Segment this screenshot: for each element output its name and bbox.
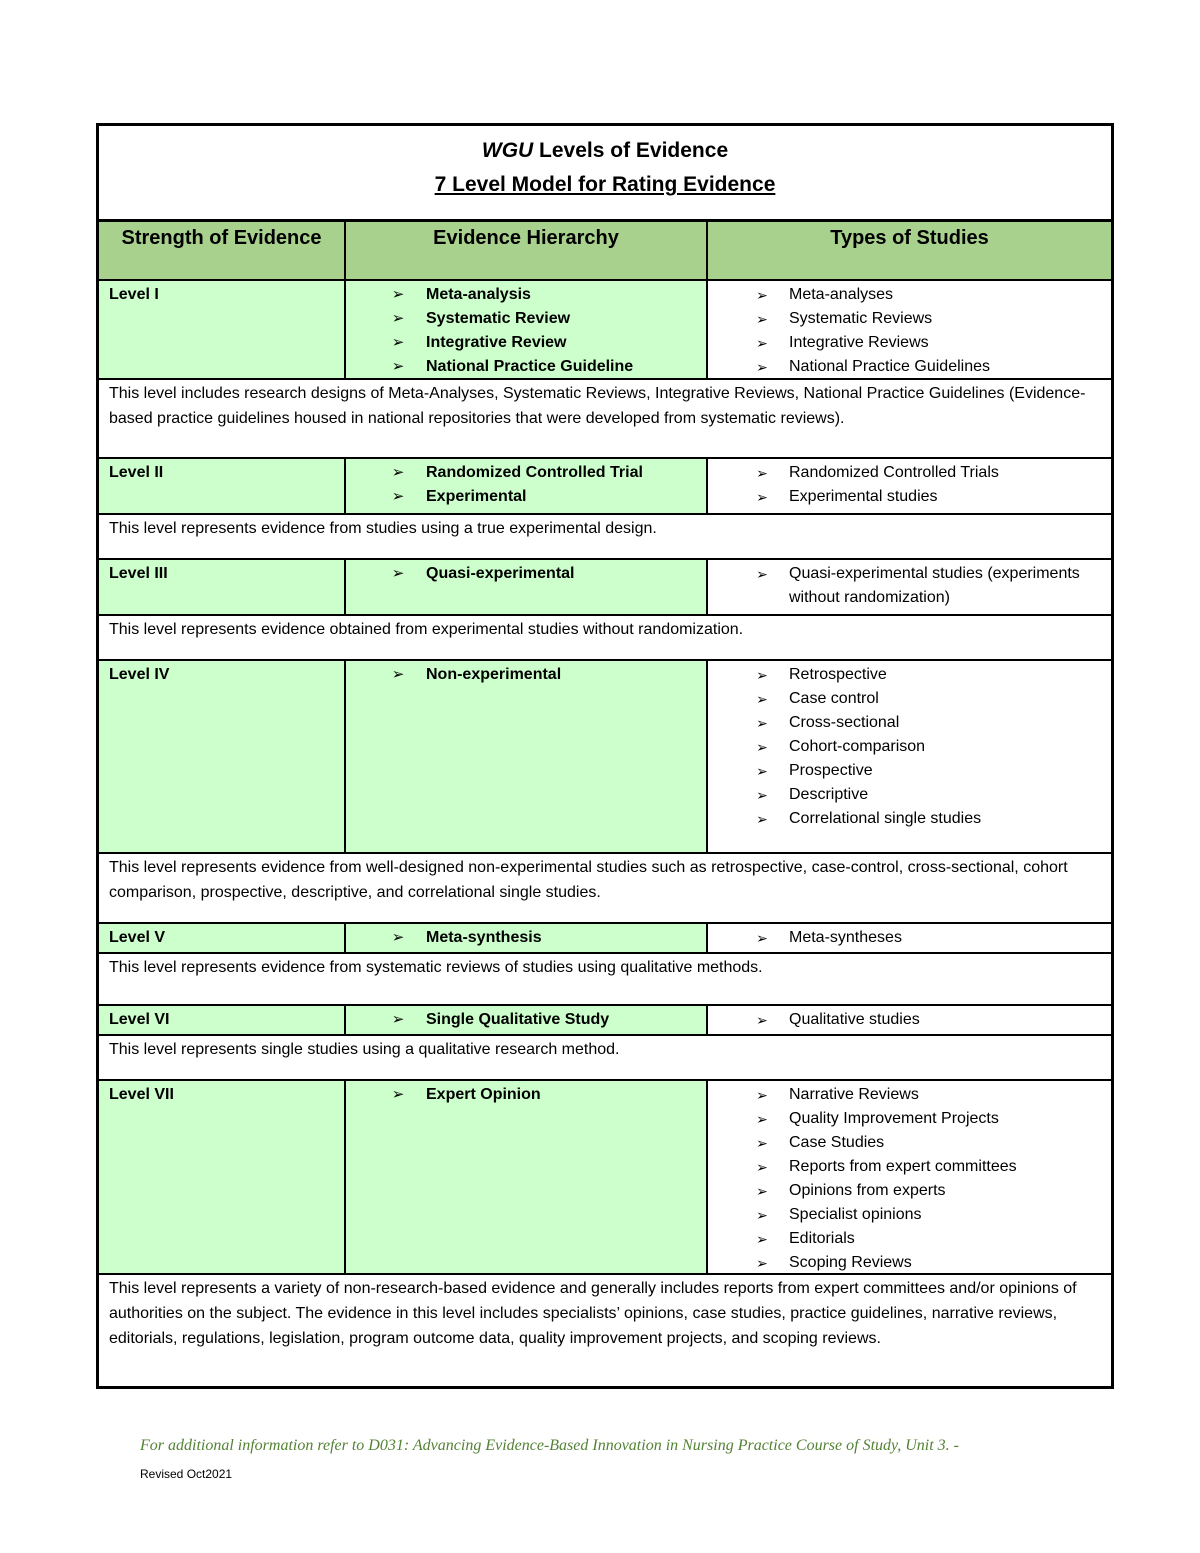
types-cell <box>708 661 1111 852</box>
level-description: This level represents evidence obtained from experimental studies without randomization. <box>99 616 1111 661</box>
hierarchy-item-text: Randomized Controlled Trial <box>426 464 643 481</box>
list-item <box>708 1179 1111 1203</box>
list-item <box>346 485 706 509</box>
page-subtitle: 7 Level Model for Rating Evidence <box>434 173 776 196</box>
types-item-text: Systematic Reviews <box>789 310 933 327</box>
level-row <box>99 1006 1111 1036</box>
list-item <box>708 1155 1111 1179</box>
bullet-arrow-icon: ➢ <box>391 1011 405 1028</box>
types-list <box>708 283 1111 379</box>
bullet-arrow-icon: ➢ <box>756 787 768 803</box>
level-row <box>99 560 1111 616</box>
level-description: This level represents evidence from systematic reviews of studies using qualitative methods. <box>99 954 1111 1006</box>
list-item <box>708 687 1111 711</box>
bullet-arrow-icon: ➢ <box>756 1087 768 1103</box>
strength-cell <box>99 281 346 378</box>
bullet-arrow-icon: ➢ <box>756 1012 768 1028</box>
level-description: This level represents single studies using a qualitative research method. <box>99 1036 1111 1081</box>
bullet-arrow-icon: ➢ <box>391 666 405 683</box>
list-item <box>708 663 1111 687</box>
bullet-arrow-icon: ➢ <box>391 1086 405 1103</box>
level-label: Level II <box>109 464 164 481</box>
types-list <box>708 663 1111 831</box>
hierarchy-item-text: Single Qualitative Study <box>426 1011 610 1028</box>
types-item-text: Opinions from experts <box>789 1182 946 1199</box>
types-item-text: Descriptive <box>789 786 869 803</box>
strength-cell <box>99 1081 346 1273</box>
table-header-row <box>99 222 1111 281</box>
hierarchy-cell <box>346 924 708 952</box>
list-item <box>346 355 706 379</box>
list-item <box>708 735 1111 759</box>
list-item <box>346 307 706 331</box>
types-list <box>708 926 1111 950</box>
list-item <box>708 331 1111 355</box>
types-item-text: Reports from expert committees <box>789 1158 1017 1175</box>
hierarchy-cell <box>346 1081 708 1273</box>
hierarchy-list <box>346 663 706 687</box>
level-label: Level I <box>109 286 159 303</box>
types-item-text: Prospective <box>789 762 873 779</box>
levels-body <box>99 281 1111 1386</box>
list-item <box>708 1107 1111 1131</box>
types-item-text: Narrative Reviews <box>789 1086 919 1103</box>
types-item-text: Experimental studies <box>789 488 938 505</box>
bullet-arrow-icon: ➢ <box>756 359 768 375</box>
types-item-text: Cross-sectional <box>789 714 900 731</box>
bullet-arrow-icon: ➢ <box>756 335 768 351</box>
hierarchy-item-text: Meta-synthesis <box>426 929 542 946</box>
types-list <box>708 562 1111 610</box>
hierarchy-cell <box>346 281 708 378</box>
revised-date: Revised Oct2021 <box>140 1467 233 1481</box>
types-item-text: Correlational single studies <box>789 810 982 827</box>
level-row <box>99 459 1111 515</box>
title-rest: Levels of Evidence <box>533 139 729 162</box>
bullet-arrow-icon: ➢ <box>756 691 768 707</box>
types-item-text: Randomized Controlled Trials <box>789 464 999 481</box>
hierarchy-cell <box>346 661 708 852</box>
level-label: Level V <box>109 929 166 946</box>
bullet-arrow-icon: ➢ <box>391 488 405 505</box>
level-label: Level VII <box>109 1086 174 1103</box>
types-cell <box>708 924 1111 952</box>
level-description: This level represents evidence from well-designed non-experimental studies such as retrospective, case-control, cross-sectional, cohort comparison, prospective, descriptive, and correlational single studies. <box>99 854 1111 924</box>
hierarchy-list <box>346 1083 706 1107</box>
types-item-text: Specialist opinions <box>789 1206 922 1223</box>
strength-cell <box>99 459 346 513</box>
bullet-arrow-icon: ➢ <box>756 287 768 303</box>
level-label: Level III <box>109 565 168 582</box>
list-item <box>346 283 706 307</box>
bullet-arrow-icon: ➢ <box>391 286 405 303</box>
types-item-text: Case Studies <box>789 1134 885 1151</box>
bullet-arrow-icon: ➢ <box>756 489 768 505</box>
list-item <box>708 485 1111 509</box>
list-item <box>708 783 1111 807</box>
bullet-arrow-icon: ➢ <box>756 311 768 327</box>
hierarchy-item-text: Quasi-experimental <box>426 565 575 582</box>
level-description: This level includes research designs of Meta-Analyses, Systematic Reviews, Integrative Reviews, National Practice Guidelines (Evidence-based practice guidelines housed in national repositories that were developed from systematic reviews). <box>99 380 1111 459</box>
bullet-arrow-icon: ➢ <box>756 930 768 946</box>
types-item-text: Scoping Reviews <box>789 1254 912 1271</box>
list-item <box>708 807 1111 831</box>
header-strength: Strength of Evidence <box>99 222 346 279</box>
types-item-text: Integrative Reviews <box>789 334 929 351</box>
types-cell <box>708 1006 1111 1034</box>
header-hierarchy: Evidence Hierarchy <box>346 222 708 279</box>
evidence-levels-table <box>96 123 1114 1389</box>
list-item <box>708 759 1111 783</box>
list-item <box>708 1008 1111 1032</box>
list-item <box>346 1008 706 1032</box>
bullet-arrow-icon: ➢ <box>756 1231 768 1247</box>
strength-cell <box>99 560 346 614</box>
hierarchy-item-text: Experimental <box>426 488 527 505</box>
list-item <box>708 283 1111 307</box>
types-list <box>708 1083 1111 1275</box>
hierarchy-list <box>346 1008 706 1032</box>
list-item <box>346 461 706 485</box>
types-item-text: Qualitative studies <box>789 1011 920 1028</box>
bullet-arrow-icon: ➢ <box>756 667 768 683</box>
level-row <box>99 1081 1111 1275</box>
types-list <box>708 461 1111 509</box>
bullet-arrow-icon: ➢ <box>756 1159 768 1175</box>
types-item-text: Quality Improvement Projects <box>789 1110 999 1127</box>
list-item <box>708 355 1111 379</box>
types-item-text: Retrospective <box>789 666 887 683</box>
types-cell <box>708 1081 1111 1273</box>
types-cell <box>708 459 1111 513</box>
types-cell <box>708 560 1111 614</box>
bullet-arrow-icon: ➢ <box>391 358 405 375</box>
list-item <box>346 663 706 687</box>
list-item <box>346 1083 706 1107</box>
hierarchy-item-text: National Practice Guideline <box>426 358 634 375</box>
strength-cell <box>99 661 346 852</box>
types-list <box>708 1008 1111 1032</box>
hierarchy-cell <box>346 459 708 513</box>
hierarchy-list <box>346 461 706 509</box>
list-item <box>708 926 1111 950</box>
bullet-arrow-icon: ➢ <box>756 566 768 582</box>
level-label: Level VI <box>109 1011 170 1028</box>
title-wgu: WGU <box>481 139 534 162</box>
hierarchy-item-text: Integrative Review <box>426 334 567 351</box>
level-label: Level IV <box>109 666 170 683</box>
bullet-arrow-icon: ➢ <box>391 929 405 946</box>
bullet-arrow-icon: ➢ <box>756 1135 768 1151</box>
bullet-arrow-icon: ➢ <box>756 465 768 481</box>
types-item-text: Meta-syntheses <box>789 929 902 946</box>
hierarchy-item-text: Systematic Review <box>426 310 571 327</box>
strength-cell <box>99 924 346 952</box>
bullet-arrow-icon: ➢ <box>756 1207 768 1223</box>
list-item <box>346 562 706 586</box>
list-item <box>708 1083 1111 1107</box>
bullet-arrow-icon: ➢ <box>756 1255 768 1271</box>
bullet-arrow-icon: ➢ <box>391 310 405 327</box>
list-item <box>708 562 1111 610</box>
list-item <box>708 1227 1111 1251</box>
list-item <box>708 307 1111 331</box>
bullet-arrow-icon: ➢ <box>756 1111 768 1127</box>
bullet-arrow-icon: ➢ <box>391 565 405 582</box>
bullet-arrow-icon: ➢ <box>756 811 768 827</box>
hierarchy-item-text: Non-experimental <box>426 666 562 683</box>
list-item <box>346 926 706 950</box>
table-title-block <box>99 126 1111 222</box>
bullet-arrow-icon: ➢ <box>391 464 405 481</box>
types-item-text: Editorials <box>789 1230 855 1247</box>
level-row <box>99 924 1111 954</box>
footer-note: For additional information refer to D031: Advancing Evidence-Based Innovation in Nursing Practice Course of Study, Unit 3. - <box>140 1437 960 1454</box>
hierarchy-cell <box>346 1006 708 1034</box>
list-item <box>346 331 706 355</box>
types-item-text: Meta-analyses <box>789 286 894 303</box>
level-row <box>99 661 1111 854</box>
hierarchy-list <box>346 926 706 950</box>
bullet-arrow-icon: ➢ <box>756 1183 768 1199</box>
bullet-arrow-icon: ➢ <box>756 763 768 779</box>
hierarchy-item-text: Meta-analysis <box>426 286 531 303</box>
bullet-arrow-icon: ➢ <box>756 739 768 755</box>
types-item-text: Cohort-comparison <box>789 738 926 755</box>
hierarchy-list <box>346 562 706 586</box>
bullet-arrow-icon: ➢ <box>756 715 768 731</box>
header-types: Types of Studies <box>708 222 1111 279</box>
level-description: This level represents a variety of non-research-based evidence and generally includes reports from expert committees and/or opinions of authorities on the subject. The evidence in this level includes specialists’ opinions, case studies, practice guidelines, narrative reviews, editorials, regulations, legislation, program outcome data, quality improvement projects, and scoping reviews. <box>99 1275 1111 1386</box>
list-item <box>708 1251 1111 1275</box>
bullet-arrow-icon: ➢ <box>391 334 405 351</box>
hierarchy-cell <box>346 560 708 614</box>
list-item <box>708 1203 1111 1227</box>
types-item-text: National Practice Guidelines <box>789 358 990 375</box>
hierarchy-item-text: Expert Opinion <box>426 1086 541 1103</box>
list-item <box>708 461 1111 485</box>
list-item <box>708 1131 1111 1155</box>
hierarchy-list <box>346 283 706 379</box>
types-item-text: Case control <box>789 690 879 707</box>
list-item <box>708 711 1111 735</box>
level-description: This level represents evidence from studies using a true experimental design. <box>99 515 1111 560</box>
strength-cell <box>99 1006 346 1034</box>
page-title <box>99 134 1111 168</box>
types-cell <box>708 281 1111 378</box>
types-item-text: Quasi-experimental studies (experiments without randomization) <box>789 565 1080 606</box>
level-row <box>99 281 1111 380</box>
